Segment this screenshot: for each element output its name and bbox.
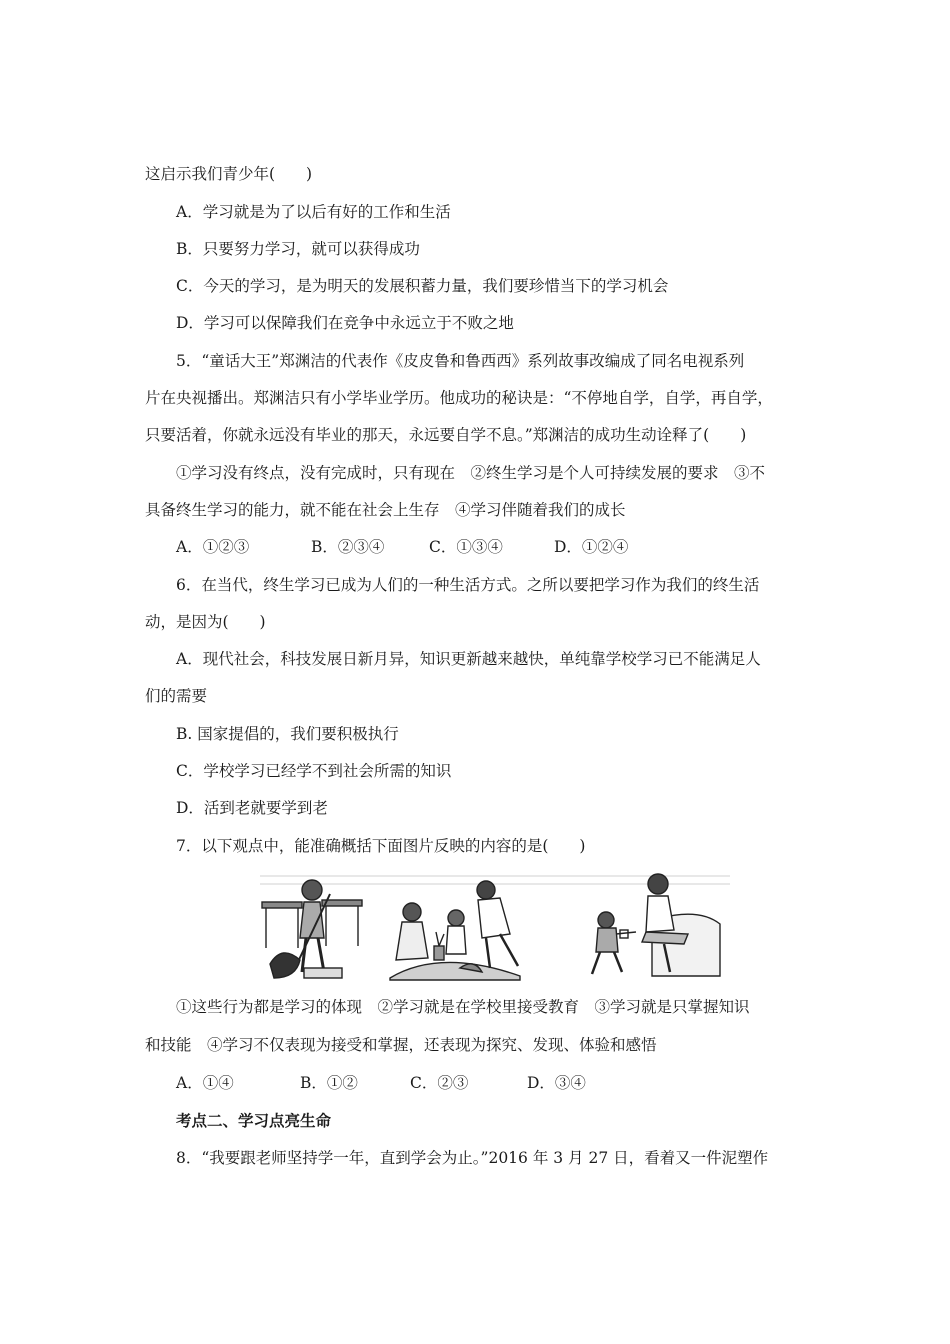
q4-option-b: B．只要努力学习，就可以获得成功 bbox=[176, 240, 420, 258]
q4-option-d: D．学习可以保障我们在竞争中永远立于不败之地 bbox=[176, 314, 514, 332]
q7-option-d: D．③④ bbox=[527, 1074, 586, 1092]
q4-option-c: C．今天的学习，是为明天的发展积蓄力量，我们要珍惜当下的学习机会 bbox=[176, 277, 669, 295]
q5-option-a: A．①②③ bbox=[176, 538, 250, 556]
q7-options bbox=[176, 1073, 586, 1093]
q7-statements-line1: ①这些行为都是学习的体现 ②学习就是在学校里接受教育 ③学习就是只掌握知识 bbox=[176, 998, 750, 1016]
q7-stem: 7．以下观点中，能准确概括下面图片反映的内容的是( ) bbox=[176, 837, 586, 855]
learning-scenes-illustration bbox=[260, 868, 730, 988]
q5-statements-line1: ①学习没有终点，没有完成时，只有现在 ②终生学习是个人可持续发展的要求 ③不 bbox=[176, 464, 766, 482]
q8-stem-line1: 8．“我要跟老师坚持学一年，直到学会为止。”2016 年 3 月 27 日，看着又一件泥塑作 bbox=[176, 1149, 769, 1167]
q5-stem-line2: 片在央视播出。郑渊洁只有小学毕业学历。他成功的秘诀是：“不停地自学，自学，再自学， bbox=[145, 389, 773, 407]
q7-option-b: B．①② bbox=[300, 1074, 358, 1092]
q5-option-b: B．②③④ bbox=[311, 538, 385, 556]
q5-statements-line2: 具备终生学习的能力，就不能在社会上生存 ④学习伴随着我们的成长 bbox=[145, 501, 626, 519]
q4-option-a: A．学习就是为了以后有好的工作和生活 bbox=[176, 203, 451, 221]
q6-option-a-line2: 们的需要 bbox=[145, 687, 208, 705]
q5-stem-line1: 5．“童话大王”郑渊洁的代表作《皮皮鲁和鲁西西》系列故事改编成了同名电视系列 bbox=[176, 352, 745, 370]
q7-statements-line2: 和技能 ④学习不仅表现为接受和掌握，还表现为探究、发现、体验和感悟 bbox=[145, 1036, 657, 1054]
q5-option-c: C．①③④ bbox=[429, 538, 503, 556]
section-heading: 考点二、学习点亮生命 bbox=[176, 1111, 332, 1130]
q6-option-d: D．活到老就要学到老 bbox=[176, 799, 328, 817]
q5-options bbox=[176, 537, 628, 557]
q6-option-a-line1: A．现代社会，科技发展日新月异，知识更新越来越快，单纯靠学校学习已不能满足人 bbox=[176, 650, 761, 668]
q6-stem-line1: 6．在当代，终生学习已成为人们的一种生活方式。之所以要把学习作为我们的终生活 bbox=[176, 576, 760, 594]
q4-stem: 这启示我们青少年( ) bbox=[145, 165, 313, 183]
q6-stem-line2: 动，是因为( ) bbox=[145, 613, 266, 631]
q5-stem-line3: 只要活着，你就永远没有毕业的那天，永远要自学不息。”郑渊洁的成功生动诠释了( ) bbox=[145, 426, 747, 444]
q5-option-d: D．①②④ bbox=[554, 538, 629, 556]
q6-option-c: C．学校学习已经学不到社会所需的知识 bbox=[176, 762, 452, 780]
q7-option-a: A．①④ bbox=[176, 1074, 234, 1092]
q7-option-c: C．②③ bbox=[410, 1074, 469, 1092]
q6-option-b: B. 国家提倡的，我们要积极执行 bbox=[176, 725, 399, 743]
